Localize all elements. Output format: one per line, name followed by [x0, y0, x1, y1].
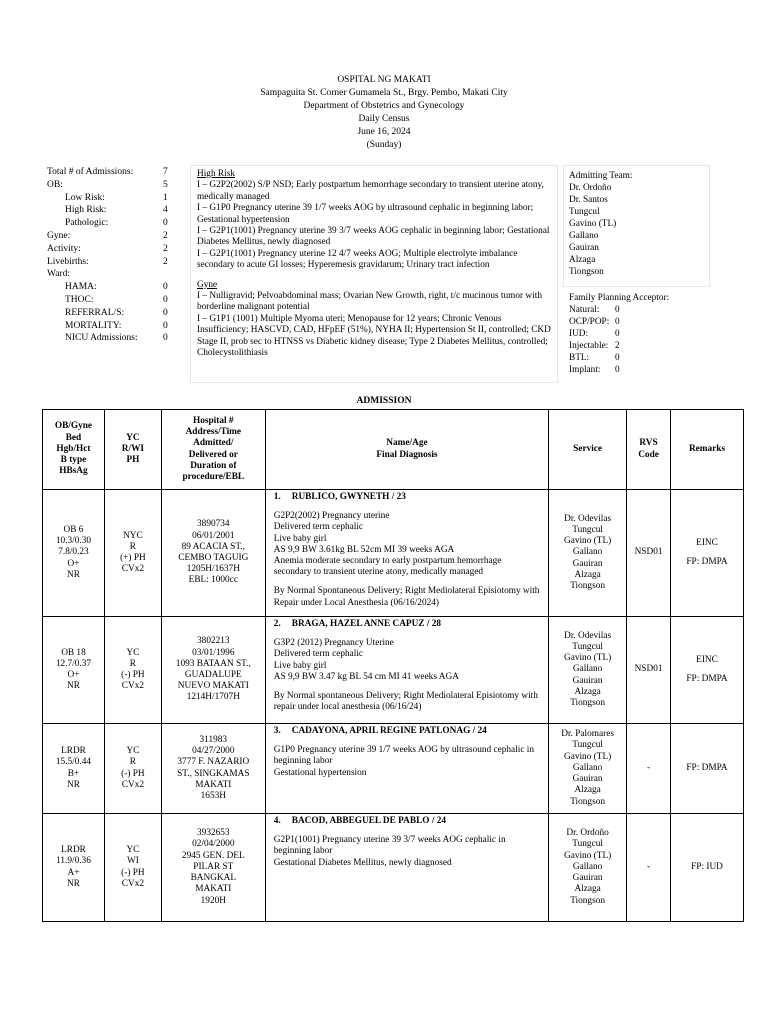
- cell-line: (-) PH: [121, 670, 145, 680]
- stat-label: Ward:: [47, 269, 70, 280]
- team-member: Alzaga: [569, 255, 596, 265]
- gyne-case: I – Nulligravid; Pelvoabdominal mass; Ovarian New Growth, right, t/c mucinous tumor with borderline malignant potential: [197, 291, 542, 313]
- cell-line: PILAR ST: [193, 861, 234, 872]
- col-header-hospital: [161, 410, 265, 490]
- team-member: Gavino (TL): [569, 219, 617, 229]
- stat-row: [47, 217, 177, 230]
- table-row: [43, 724, 744, 814]
- cell-line: A+: [67, 867, 80, 878]
- cell-line: Gallano: [572, 861, 603, 872]
- cell-line: O+: [67, 670, 80, 680]
- patient-name-text: BACOD, ABBEGUEL DE PABLO / 24: [291, 816, 447, 826]
- hospital-cell: [161, 724, 265, 814]
- patient-name: [274, 619, 540, 630]
- stat-value: 5: [163, 179, 168, 190]
- fp-label: Injectable:: [569, 341, 609, 351]
- stat-value: 2: [163, 243, 168, 254]
- col-header-line: Name/Age: [386, 438, 428, 449]
- cell-line: 11.9/0.36: [56, 856, 91, 867]
- remarks-cell: [671, 814, 744, 922]
- col-header-line: OB/Gyne: [54, 421, 93, 432]
- diagnosis-cell: [265, 724, 548, 814]
- hospital-address: Sampaguita St. Corner Gumamela St., Brgy. Pembo, Makati City: [260, 88, 508, 98]
- team-member: Gauiran: [569, 243, 599, 253]
- cell-line: YC: [126, 845, 140, 856]
- cell-line: Alzaga: [574, 569, 601, 580]
- fp-row: [569, 316, 709, 328]
- diagnosis-line: AS 9,9 BW 3.61kg BL 52cm MI 39 weeks AGA: [273, 544, 455, 555]
- stat-value: [163, 268, 177, 281]
- stat-value: 0: [163, 282, 168, 293]
- cell-line: R: [129, 541, 136, 552]
- cell-line: EBL: 1000cc: [188, 575, 238, 586]
- gyne-case: I – G1P1 (1001) Multiple Myoma uteri; Menopause for 12 years; Chronic Venous Insufficiency; HASCVD, CAD, HFpEF (51%), NYHA II; Hypertension St II, controlled; CKD Stage II, prob sec to HTNSS vs Diabetic kidney disease; Type 2 Diabetes Mellitus, controlled; Cholecystolithiasis: [197, 313, 551, 359]
- diagnosis-line: By Normal Spontaneous Delivery; Right Mediolateral Episiotomy with Repair under Local Anesthesia (06/16/2024): [273, 586, 540, 608]
- fp-value: 2: [615, 341, 620, 351]
- diagnosis-line: G2P2(2002) Pregnancy uterine: [273, 511, 390, 522]
- cell-line: Tiongson: [570, 581, 605, 591]
- cell-line: Gauiran: [572, 774, 603, 785]
- report-day: (Sunday): [366, 140, 402, 150]
- cell-line: NYC: [123, 530, 143, 541]
- cell-line: NR: [67, 779, 80, 790]
- col-header-line: Duration of: [190, 460, 237, 471]
- cell-line: ST., SINGKAMAS: [177, 768, 250, 779]
- rvs-cell: NSD01: [627, 617, 671, 724]
- cell-line: LRDR: [61, 746, 86, 757]
- team-member: Tungcul: [569, 207, 600, 217]
- diagnosis-line: Live baby girl: [273, 533, 327, 544]
- stat-row: [47, 166, 177, 179]
- diagnosis-line: Gestational hypertension: [273, 767, 367, 778]
- cell-line: Gavino (TL): [563, 751, 612, 762]
- cell-line: 1653H: [200, 790, 226, 801]
- service-cell: [549, 490, 627, 617]
- diagnosis-line: G1P0 Pregnancy uterine 39 1/7 weeks AOG by ultrasound cephalic in beginning labor: [273, 745, 535, 767]
- high-risk-list: [197, 180, 551, 271]
- remarks-cell: [671, 617, 744, 724]
- cell-line: NR: [67, 878, 80, 889]
- document-header: [0, 74, 768, 152]
- cell-line: CVx2: [121, 878, 144, 889]
- patient-name: [274, 492, 540, 503]
- case-summary-box: [190, 165, 558, 383]
- fp-value: 0: [615, 365, 620, 375]
- cell-line: (-) PH: [121, 867, 145, 878]
- remarks-cell: [671, 490, 744, 617]
- cell-line: MAKATI: [195, 884, 232, 895]
- cell-line: Tiongson: [570, 895, 605, 906]
- patient-number: 4.: [273, 816, 281, 826]
- bed-cell: [43, 814, 105, 922]
- admission-title: ADMISSION: [356, 396, 412, 406]
- cell-line: 04/27/2000: [192, 746, 235, 757]
- high-risk-case: I – G2P2(2002) S/P NSD; Early postpartum hemorrhage secondary to transient uterine atony, medically managed: [197, 180, 544, 202]
- cell-line: 10.3/0.30: [55, 536, 92, 547]
- cell-line: CVx2: [121, 564, 144, 575]
- cell-line: 311983: [199, 734, 228, 745]
- cell-line: 03/01/1996: [192, 647, 235, 658]
- col-header-line: HBsAg: [59, 466, 88, 477]
- stat-value: 0: [163, 333, 168, 344]
- cell-line: YC: [126, 746, 140, 757]
- col-header-line: R/WI: [121, 443, 144, 454]
- patient-name-text: RUBLICO, GWYNETH / 23: [291, 492, 406, 502]
- fp-value: 0: [615, 329, 620, 339]
- col-header-bed: [43, 410, 105, 490]
- fp-row: [569, 304, 709, 316]
- cell-line: OB 6: [63, 524, 84, 535]
- bed-cell: [43, 724, 105, 814]
- fp-label: OCP/POP:: [569, 317, 610, 327]
- cell-line: 1214H/1707H: [186, 692, 240, 703]
- fp-row: [569, 352, 709, 364]
- stat-value: 0: [163, 320, 168, 331]
- diagnosis-line: Delivered term cephalic: [273, 649, 364, 660]
- cell-line: Alzaga: [574, 686, 601, 697]
- patient-name: [274, 816, 540, 827]
- family-planning-list: [569, 304, 709, 376]
- col-header-name: [265, 410, 548, 490]
- hospital-cell: [161, 814, 265, 922]
- diagnosis-line: AS 9,9 BW 3.47 kg BL 54 cm MI 41 weeks AGA: [273, 671, 459, 682]
- stat-row: [47, 320, 177, 333]
- patient-number: 3.: [273, 726, 281, 736]
- cell-line: NUEVO MAKATI: [177, 681, 249, 692]
- cell-line: Tungcul: [572, 839, 603, 850]
- fp-value: 0: [615, 305, 620, 315]
- remarks-line: FP: DMPA: [686, 674, 728, 684]
- stat-label: Pathologic:: [65, 218, 109, 229]
- cell-line: 3932653: [197, 828, 230, 839]
- high-risk-case: I – G1P0 Pregnancy uterine 39 1/7 weeks AOG by ultrasound cephalic in beginning labor; Gestational hypertension: [197, 203, 534, 225]
- hospital-cell: [161, 617, 265, 724]
- remarks-gap: [674, 549, 740, 557]
- stat-row: [47, 294, 177, 307]
- col-header-line: Bed: [65, 432, 82, 443]
- cell-line: GUADALUPE: [184, 670, 242, 680]
- team-member: Tiongson: [569, 267, 604, 277]
- bed-cell: [43, 490, 105, 617]
- patient-name-text: BRAGA, HAZEL ANNE CAPUZ / 28: [291, 619, 442, 629]
- cell-line: Gavino (TL): [563, 850, 612, 861]
- cell-line: 89 ACACIA ST.,: [181, 541, 245, 552]
- cell-line: Gallano: [572, 762, 603, 773]
- cell-line: Tiongson: [570, 698, 605, 708]
- stat-label: High Risk:: [65, 205, 107, 216]
- col-header-line: RVS: [639, 438, 658, 449]
- cell-line: O+: [67, 558, 80, 569]
- stat-row: [47, 243, 177, 256]
- col-header-line: YC: [126, 432, 140, 443]
- diagnosis-cell: [265, 814, 548, 922]
- stat-label: MORTALITY:: [65, 320, 122, 331]
- cell-line: Gavino (TL): [563, 653, 612, 664]
- col-header-remarks: Remarks: [671, 410, 744, 490]
- patient-name-text: CADAYONA, APRIL REGINE PATLONAG / 24: [291, 726, 487, 736]
- yc-cell: [104, 724, 161, 814]
- stat-row: [47, 256, 177, 269]
- cell-line: Tungcul: [572, 524, 603, 535]
- table-row: [43, 490, 744, 617]
- cell-line: OB 18: [61, 647, 86, 658]
- table-row: [43, 617, 744, 724]
- cell-line: NR: [67, 681, 80, 692]
- cell-line: 15.5/0.44: [55, 757, 92, 768]
- col-header-line: PH: [126, 455, 140, 466]
- cell-line: WI: [126, 856, 139, 867]
- team-member: Dr. Ordoño: [569, 183, 612, 193]
- stat-value: 4: [163, 205, 168, 216]
- diagnosis-line: By Normal spontaneous Delivery; Right Mediolateral Episiotomy with repair under local anesthesia (06/16/24): [273, 691, 538, 713]
- cell-line: 1920H: [200, 895, 226, 906]
- col-header-line: B type: [60, 455, 87, 466]
- service-cell: [549, 617, 627, 724]
- cell-line: Dr. Palomares: [561, 729, 614, 740]
- remarks-line: EINC: [696, 537, 718, 548]
- service-cell: [549, 724, 627, 814]
- col-header-line: Address/Time: [185, 427, 242, 438]
- cell-line: Gallano: [572, 664, 603, 675]
- department-name: Department of Obstetrics and Gynecology: [303, 101, 465, 111]
- admitting-team-list: [569, 182, 704, 278]
- col-header-line: Final Diagnosis: [376, 449, 438, 460]
- col-header-rvs: [627, 410, 671, 490]
- cell-line: Dr. Odevilas: [564, 630, 612, 641]
- cell-line: Tungcul: [572, 641, 603, 652]
- family-planning-title: Family Planning Acceptor:: [569, 293, 670, 303]
- stat-value: 7: [163, 167, 168, 177]
- fp-label: IUD:: [569, 329, 589, 339]
- rvs-cell: -: [627, 814, 671, 922]
- cell-line: CEMBO TAGUIG: [178, 553, 249, 563]
- stat-row: [47, 204, 177, 217]
- table-row: [43, 814, 744, 922]
- fp-row: [569, 340, 709, 352]
- rvs-cell: -: [627, 724, 671, 814]
- cell-line: R: [129, 757, 136, 768]
- diagnosis-line: Gestational Diabetes Mellitus, newly diagnosed: [273, 857, 452, 868]
- patient-number: 1.: [273, 492, 281, 502]
- fp-value: 0: [615, 353, 620, 363]
- col-header-yc: [104, 410, 161, 490]
- stat-value: 2: [163, 256, 168, 267]
- cell-line: 3890734: [197, 519, 230, 530]
- stat-label: Livebirths:: [47, 256, 89, 267]
- col-header-line: Code: [638, 449, 659, 460]
- stat-label: Gyne:: [47, 230, 71, 241]
- stat-label: THOC:: [65, 294, 94, 305]
- stat-value: 0: [163, 294, 168, 305]
- col-header-line: Delivered or: [188, 449, 238, 460]
- cell-line: Dr. Odevilas: [564, 513, 612, 524]
- service-cell: [549, 814, 627, 922]
- diagnosis-gap: [274, 683, 540, 691]
- rvs-cell: NSD01: [627, 490, 671, 617]
- stat-label: HAMA:: [65, 282, 97, 293]
- fp-label: Natural:: [569, 305, 600, 315]
- cell-line: 06/01/2001: [192, 530, 235, 541]
- cell-line: R: [129, 658, 136, 669]
- stat-label: Activity:: [47, 243, 81, 254]
- stat-row: [47, 332, 177, 345]
- remarks-cell: [671, 724, 744, 814]
- remarks-line: FP: DMPA: [686, 762, 728, 773]
- stat-label: Low Risk:: [65, 192, 105, 203]
- col-header-line: Hgb/Hct: [56, 443, 91, 454]
- stat-label: NICU Admissions:: [65, 333, 138, 344]
- cell-line: B+: [67, 768, 80, 779]
- cell-line: 1205H/1637H: [186, 564, 240, 575]
- cell-line: MAKATI: [195, 779, 232, 790]
- stat-value: 2: [163, 230, 168, 241]
- team-member: Dr. Santos: [569, 195, 608, 205]
- yc-cell: [104, 490, 161, 617]
- diagnosis-line: G2P1(1001) Pregnancy uterine 39 3/7 weeks AOG cephalic in beginning labor: [273, 835, 506, 857]
- stat-label: OB:: [47, 179, 63, 190]
- cell-line: CVx2: [121, 681, 144, 692]
- fp-label: BTL:: [569, 353, 590, 363]
- cell-line: 12.7/0.37: [55, 658, 92, 669]
- family-planning-box: [569, 292, 709, 376]
- cell-line: Gavino (TL): [563, 536, 612, 547]
- gyne-heading: Gyne: [197, 279, 218, 290]
- col-header-line: Hospital #: [193, 415, 234, 426]
- admitting-team-box: [563, 165, 710, 287]
- stat-row: [47, 307, 177, 320]
- fp-row: [569, 364, 709, 376]
- remarks-line: FP: DMPA: [686, 557, 728, 567]
- cell-line: BANGKAL: [190, 873, 237, 884]
- cell-line: NR: [67, 569, 80, 580]
- gyne-list: [197, 291, 551, 359]
- diagnosis-gap: [274, 578, 540, 586]
- team-member: Gallano: [569, 231, 599, 241]
- cell-line: 3777 F. NAZARIO: [177, 757, 250, 768]
- cell-line: Tungcul: [572, 740, 603, 751]
- col-header-service: Service: [549, 410, 627, 490]
- cell-line: CVx2: [121, 779, 144, 790]
- diagnosis-line: Live baby girl: [273, 660, 327, 671]
- remarks-line: EINC: [696, 654, 718, 665]
- remarks-gap: [674, 666, 740, 674]
- fp-value: 0: [615, 317, 620, 327]
- high-risk-case: I – G2P1(1001) Pregnancy uterine 12 4/7 weeks AOG; Multiple electrolyte imbalance secondary to acute GI losses; Hyperemesis gravidarum; Urinary tract infection: [197, 248, 518, 271]
- census-stats: [47, 166, 177, 345]
- cell-line: Gauiran: [572, 558, 603, 569]
- remarks-line: FP: IUD: [691, 861, 723, 872]
- stat-row: [47, 281, 177, 294]
- admitting-team-title: Admitting Team:: [569, 171, 633, 181]
- fp-label: Implant:: [569, 365, 601, 375]
- fp-row: [569, 328, 709, 340]
- admission-table: [42, 409, 744, 922]
- stat-row: [47, 179, 177, 192]
- patient-name: [274, 726, 540, 737]
- cell-line: 2945 GEN. DEL: [181, 850, 245, 861]
- cell-line: 3802213: [197, 636, 230, 647]
- cell-line: 02/04/2000: [192, 839, 235, 850]
- bed-cell: [43, 617, 105, 724]
- stat-row: [47, 230, 177, 243]
- cell-line: YC: [126, 647, 140, 658]
- report-date: June 16, 2024: [357, 127, 411, 137]
- diagnosis-cell: [265, 490, 548, 617]
- cell-line: Gauiran: [572, 873, 603, 884]
- diagnosis-line: Delivered term cephalic: [273, 522, 364, 533]
- cell-line: Tiongson: [570, 796, 605, 807]
- cell-line: (-) PH: [121, 768, 145, 779]
- cell-line: LRDR: [61, 845, 86, 856]
- cell-line: (+) PH: [120, 553, 146, 563]
- cell-line: Alzaga: [574, 785, 601, 796]
- high-risk-case: I – G2P1(1001) Pregnancy uterine 39 3/7 weeks AOG cephalic in beginning labor; Gestational Diabetes Mellitus, newly diagnosed: [197, 226, 550, 248]
- diagnosis-line: Anemia moderate secondary to early postpartum hemorrhage secondary to transient uterine atony, medically managed: [273, 556, 502, 578]
- diagnosis-cell: [265, 617, 548, 724]
- high-risk-heading: High Risk: [197, 169, 235, 179]
- col-header-line: procedure/EBL: [182, 471, 245, 482]
- stat-label: REFERRAL/S:: [65, 307, 125, 318]
- hospital-name: OSPITAL NG MAKATI: [337, 75, 431, 85]
- cell-line: Gauiran: [572, 675, 603, 686]
- hospital-cell: [161, 490, 265, 617]
- cell-line: Gallano: [572, 547, 603, 558]
- report-title: Daily Census: [358, 114, 410, 124]
- diagnosis-line: G3P2 (2012) Pregnancy Uterine: [273, 638, 394, 649]
- cell-line: Dr. Ordoño: [566, 828, 609, 839]
- stat-value: 0: [163, 218, 168, 229]
- stat-row: [47, 192, 177, 205]
- stat-value: 1: [163, 192, 168, 203]
- cell-line: Alzaga: [574, 884, 601, 895]
- stat-label: Total # of Admissions:: [47, 167, 134, 177]
- patient-number: 2.: [273, 619, 281, 629]
- stat-value: 0: [163, 307, 168, 318]
- stat-row: [47, 268, 177, 281]
- cell-line: 1093 BATAAN ST.,: [175, 658, 251, 669]
- col-header-line: Admitted/: [193, 438, 234, 449]
- cell-line: 7.8/0.23: [58, 547, 89, 558]
- yc-cell: [104, 617, 161, 724]
- admission-header-row: [43, 410, 744, 490]
- yc-cell: [104, 814, 161, 922]
